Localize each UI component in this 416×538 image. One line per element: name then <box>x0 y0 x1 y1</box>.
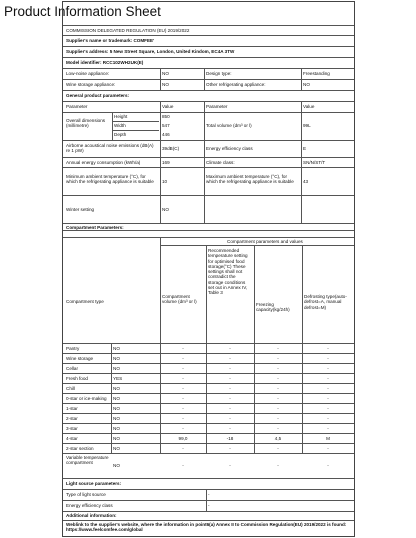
low-noise-label: Low-noise appliance: <box>66 71 110 76</box>
compartment-defrost: - <box>327 366 329 371</box>
rule <box>63 223 354 224</box>
compartment-temperature: - <box>229 396 231 401</box>
compartment-freezing: - <box>277 346 279 351</box>
value-header: Value <box>303 104 315 109</box>
recommended-temperature-header: Recommended temperature setting for optimised food storage(°C) These settings shall not contradict the storage conditions set out in Annex IV, Table 3 <box>208 248 248 296</box>
compartment-present: NO <box>113 416 120 421</box>
rule <box>63 423 354 424</box>
value-header: Value <box>162 104 174 109</box>
compartment-freezing: - <box>277 426 279 431</box>
compartment-present: YES <box>113 376 123 381</box>
compartment-defrost: - <box>327 386 329 391</box>
rule <box>63 403 354 404</box>
compartment-type: 3-star <box>66 426 78 431</box>
compartment-temperature: - <box>229 366 231 371</box>
rule <box>63 68 354 69</box>
compartment-type: 1-star <box>66 406 78 411</box>
annual-energy-label: Annual energy consumption (kWh/a) <box>66 160 141 165</box>
low-noise-value: NO <box>162 71 169 76</box>
compartment-temperature: - <box>229 346 231 351</box>
energy-class-label: Energy efficiency class <box>206 146 253 151</box>
winter-setting-value: NO <box>162 207 169 212</box>
wine-storage-label: Wine storage appliance: <box>66 82 116 87</box>
compartment-volume: - <box>182 446 184 451</box>
width-value: 547 <box>162 123 170 128</box>
rule <box>111 343 112 453</box>
climate-class-value: SN/N/ST/T <box>303 160 326 165</box>
parameter-header: Parameter <box>206 104 228 109</box>
depth-value: 446 <box>162 132 170 137</box>
compartment-temperature: - <box>229 376 231 381</box>
compartment-temperature: - <box>229 463 231 468</box>
compartment-temperature: - <box>229 426 231 431</box>
compartment-type: Variable temperature compartment <box>66 455 109 466</box>
rule <box>63 35 354 36</box>
additional-info-heading: Additional information: <box>66 513 117 518</box>
rule <box>301 101 302 223</box>
rule <box>63 46 354 47</box>
annual-energy-value: 169 <box>162 160 170 165</box>
rule <box>63 478 354 479</box>
rule <box>63 25 354 26</box>
parameter-header: Parameter <box>66 104 88 109</box>
compartment-defrost: - <box>327 356 329 361</box>
compartment-defrost: - <box>327 346 329 351</box>
compartment-present: NO <box>113 366 120 371</box>
rule <box>63 443 354 444</box>
rule <box>63 140 354 141</box>
compartment-temperature: -18 <box>226 436 234 441</box>
compartment-type: Chill <box>66 386 75 391</box>
rule <box>63 195 354 196</box>
compartment-present: NO <box>113 396 120 401</box>
compartment-type: 2-star <box>66 416 78 421</box>
compartment-type: Fresh food <box>66 376 88 381</box>
height-label: Height <box>114 114 128 119</box>
rule <box>63 363 354 364</box>
rule <box>63 57 354 58</box>
compartment-temperature: - <box>229 356 231 361</box>
general-heading: General product parameters: <box>66 93 130 98</box>
compartment-type: Cellar <box>66 366 78 371</box>
rule <box>204 101 205 223</box>
rule <box>301 68 302 90</box>
compartment-defrost: - <box>327 406 329 411</box>
compartment-defrost: - <box>327 376 329 381</box>
page-title: Product Information Sheet <box>4 4 161 19</box>
depth-label: Depth <box>114 132 127 137</box>
total-volume-value: 99L <box>303 123 311 128</box>
rule <box>63 90 354 91</box>
compartment-defrost: - <box>327 463 329 468</box>
max-temperature-label: Maximum ambient temperature (°C), for which the refrigerating appliance is suitable <box>206 174 294 185</box>
compartment-defrost: - <box>327 426 329 431</box>
compartment-freezing: - <box>277 406 279 411</box>
wine-storage-value: NO <box>162 82 169 87</box>
model-identifier: Model identifier: RCC102WH2UK(E) <box>66 60 144 65</box>
light-source-class-value: - <box>208 503 210 508</box>
design-type-value: Freestanding <box>303 71 330 76</box>
compartment-present: NO <box>113 446 120 451</box>
compartment-freezing: - <box>277 356 279 361</box>
compartment-defrost: M <box>326 436 330 441</box>
rule <box>63 520 354 521</box>
noise-emissions-label: Airborne acoustical noise emissions (dB(A) re 1 pW) <box>66 143 154 154</box>
width-label: Width <box>114 123 126 128</box>
noise-emissions-value: 39dB(C) <box>162 146 180 151</box>
compartment-volume: - <box>182 376 184 381</box>
compartment-volume: - <box>182 426 184 431</box>
rule <box>160 101 161 223</box>
rule <box>63 489 354 490</box>
rule <box>112 112 113 140</box>
rule <box>63 167 354 168</box>
compartment-temperature: - <box>229 416 231 421</box>
rule <box>63 373 354 374</box>
rule <box>160 245 354 246</box>
compartment-volume: - <box>182 386 184 391</box>
compartment-volume: 99,0 <box>178 436 188 441</box>
compartment-heading: Compartment Parameters: <box>66 225 124 230</box>
rule <box>63 157 354 158</box>
compartment-freezing: 4,5 <box>274 436 282 441</box>
min-temperature-value: 10 <box>162 179 168 184</box>
compartment-type-header: Compartment type <box>66 299 104 304</box>
rule <box>63 413 354 414</box>
compartment-type: 0-star or ice-making <box>66 396 107 401</box>
compartment-freezing: - <box>277 416 279 421</box>
compartment-present: NO <box>113 426 120 431</box>
rule <box>63 343 354 344</box>
rule <box>63 511 354 512</box>
compartment-freezing: - <box>277 366 279 371</box>
light-source-type-label: Type of light source <box>66 492 106 497</box>
compartment-defrost: - <box>327 446 329 451</box>
rule <box>112 130 159 131</box>
supplier-address: Supplier's address: 5 New Street Square, London, United Kindom, EC4A 3TW <box>66 49 235 54</box>
compartment-volume: - <box>182 396 184 401</box>
compartment-volume: - <box>182 416 184 421</box>
compartment-present: NO <box>113 356 120 361</box>
rule <box>63 500 354 501</box>
energy-class-value: E <box>303 146 307 151</box>
other-appliance-label: Other refrigerating appliance: <box>206 82 266 87</box>
rule <box>63 79 354 80</box>
compartment-defrost: - <box>327 416 329 421</box>
rule <box>63 453 354 454</box>
compartment-defrost: - <box>327 396 329 401</box>
rule <box>204 68 205 90</box>
rule <box>63 353 354 354</box>
compartment-volume: - <box>182 366 184 371</box>
compartment-temperature: - <box>229 446 231 451</box>
defrosting-type-header: Defrosting type(auto-defrost=A, manual defrost=M) <box>304 294 347 310</box>
rule <box>63 101 354 102</box>
supplier-name: Supplier's name or trademark: COMFEE' <box>66 38 155 43</box>
compartment-present: NO <box>113 346 120 351</box>
compartment-present: NO <box>113 406 120 411</box>
total-volume-label: Total volume (dm³ or l) <box>206 123 252 128</box>
compartment-type: 4-star <box>66 436 78 441</box>
other-appliance-value: NO <box>303 82 310 87</box>
height-value: 850 <box>162 114 170 119</box>
freezing-capacity-header: Freezing capacity(kg/24h) <box>256 302 290 313</box>
max-temperature-value: 43 <box>303 179 309 184</box>
rule <box>63 112 354 113</box>
light-source-heading: Light source parameters: <box>66 481 122 486</box>
rule <box>160 68 161 90</box>
rule <box>63 237 354 238</box>
regulation-reference: COMMISSION DELEGATED REGULATION (EU) 2019/2022 <box>66 28 190 33</box>
compartment-freezing: - <box>277 386 279 391</box>
sheet-table <box>62 1 355 537</box>
min-temperature-label: Minimum ambient temperature (°C), for which the refrigerating appliance is suitable <box>66 174 154 185</box>
compartment-temperature: - <box>229 406 231 411</box>
compartment-volume: - <box>182 346 184 351</box>
supplier-weblink: Weblink to the supplier's website, where the information in point6(a) Annex II to Commission Regulation(EU) 2019/2022 is found: https://www.feelcomfee.com/global <box>66 522 347 533</box>
compartment-volume: - <box>182 356 184 361</box>
compartment-freezing: - <box>277 446 279 451</box>
rule <box>63 393 354 394</box>
compartment-present: NO <box>113 386 120 391</box>
compartment-present: NO <box>113 436 120 441</box>
rule <box>63 383 354 384</box>
compartment-present: NO <box>113 463 120 468</box>
compartment-temperature: - <box>229 386 231 391</box>
compartment-freezing: - <box>277 463 279 468</box>
compartment-volume-header: Compartment volume (dm³ or l) <box>162 294 197 305</box>
compartment-type: Pantry <box>66 346 80 351</box>
design-type-label: Design type: <box>206 71 232 76</box>
compartment-group-header: Compartment parameters and values <box>227 239 303 244</box>
compartment-type: 2-star section <box>66 446 94 451</box>
compartment-type: Wine storage <box>66 356 94 361</box>
climate-class-label: Climate class: <box>206 160 235 165</box>
overall-dimensions-label: Overall dimensions (millimetre) <box>66 118 106 129</box>
compartment-volume: - <box>182 463 184 468</box>
compartment-volume: - <box>182 406 184 411</box>
compartment-freezing: - <box>277 376 279 381</box>
compartment-freezing: - <box>277 396 279 401</box>
rule <box>112 121 159 122</box>
light-source-type-value: - <box>208 492 210 497</box>
winter-setting-label: Winter setting <box>66 207 95 212</box>
light-source-class-label: Energy efficiency class <box>66 503 113 508</box>
rule <box>63 433 354 434</box>
rule <box>206 489 207 511</box>
